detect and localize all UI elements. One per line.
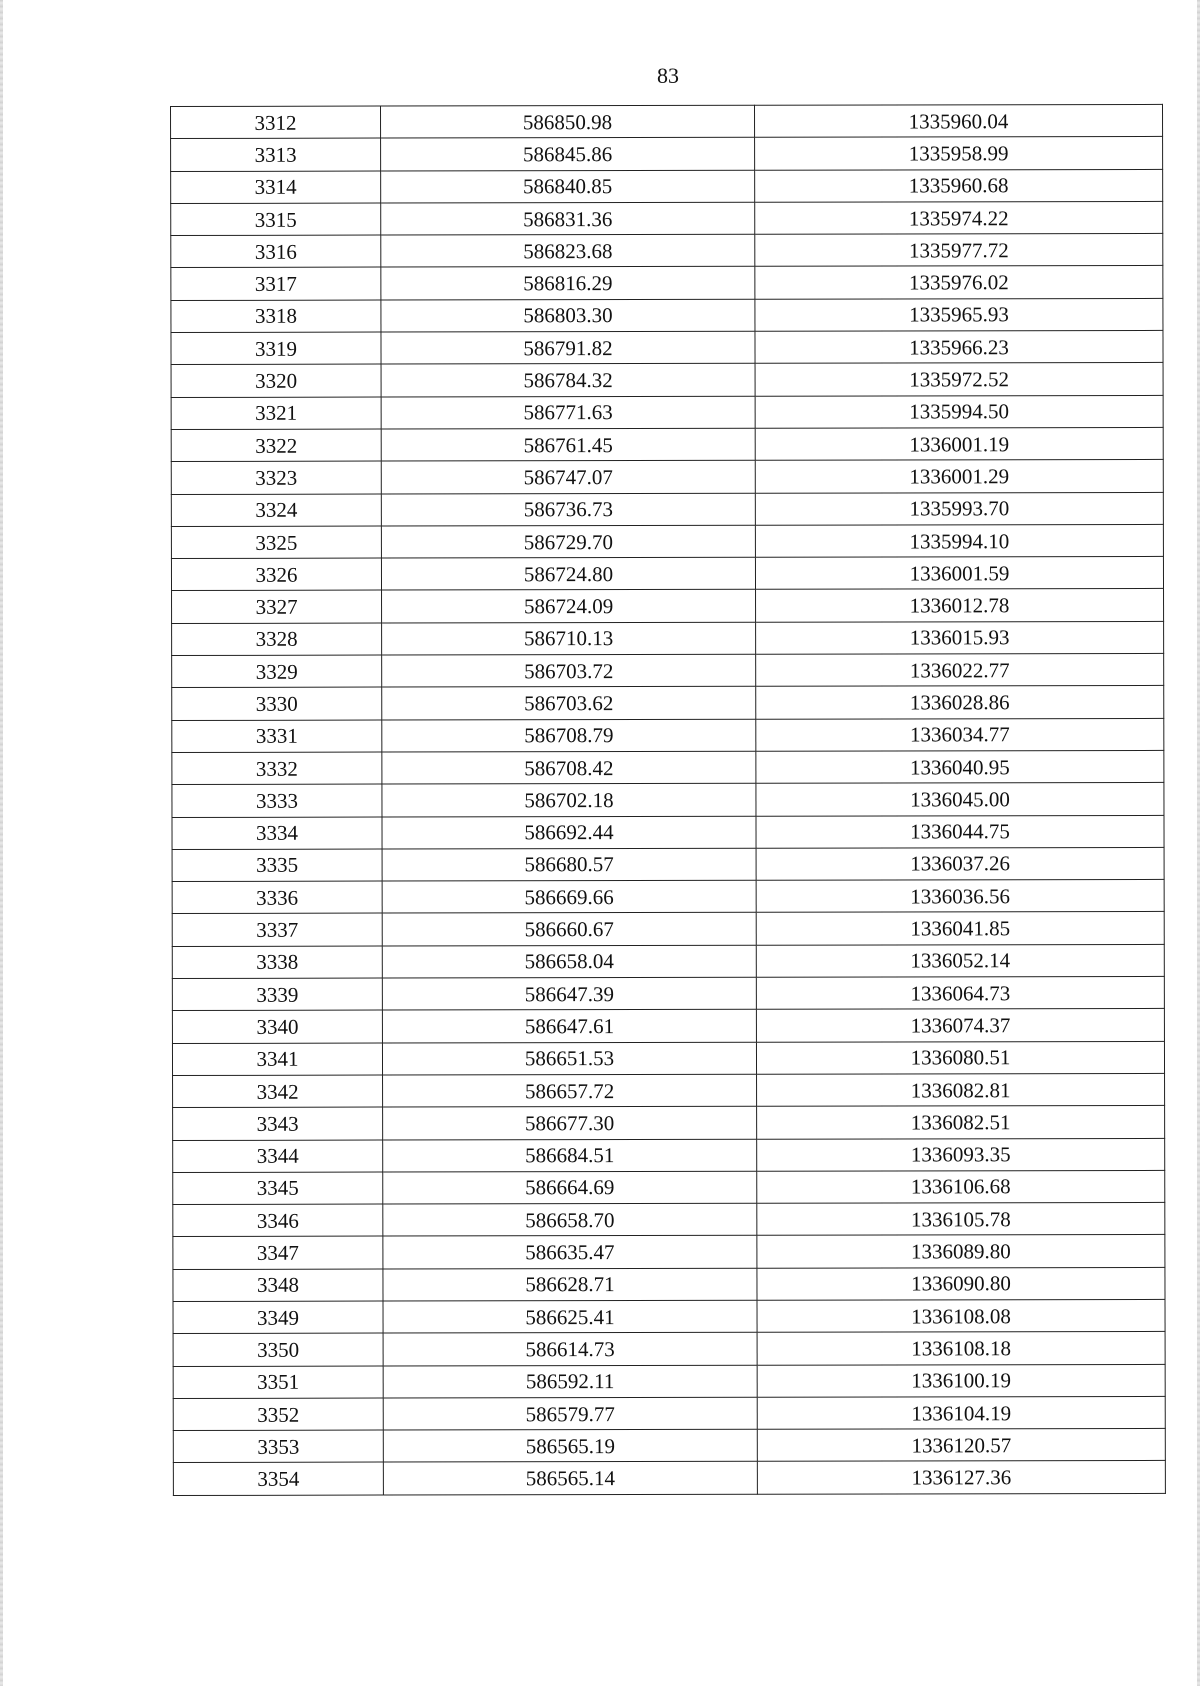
point-number-cell: 3336 bbox=[172, 881, 382, 914]
page-number: 83 bbox=[657, 63, 679, 88]
table-row bbox=[173, 1364, 1165, 1398]
x-coordinate-cell: 586647.61 bbox=[382, 1010, 756, 1043]
table-row bbox=[172, 976, 1164, 1010]
point-number-cell: 3344 bbox=[173, 1140, 383, 1173]
table-row bbox=[172, 815, 1164, 849]
x-coordinate-cell: 586702.18 bbox=[382, 784, 756, 817]
x-coordinate-cell: 586736.73 bbox=[381, 493, 755, 526]
x-coordinate-cell: 586803.30 bbox=[381, 299, 755, 332]
point-number-cell: 3314 bbox=[171, 171, 381, 204]
coordinate-table-body bbox=[171, 104, 1166, 1495]
table-row bbox=[172, 653, 1164, 687]
y-coordinate-cell: 1336045.00 bbox=[756, 783, 1164, 816]
table-row bbox=[172, 686, 1164, 720]
table-row bbox=[171, 137, 1163, 171]
x-coordinate-cell: 586708.79 bbox=[382, 719, 756, 752]
y-coordinate-cell: 1336089.80 bbox=[757, 1235, 1165, 1268]
x-coordinate-cell: 586724.09 bbox=[382, 590, 756, 623]
point-number-cell: 3318 bbox=[171, 300, 381, 333]
y-coordinate-cell: 1336090.80 bbox=[757, 1267, 1165, 1300]
y-coordinate-cell: 1336120.57 bbox=[757, 1429, 1165, 1462]
y-coordinate-cell: 1335960.68 bbox=[755, 169, 1163, 202]
x-coordinate-cell: 586625.41 bbox=[383, 1300, 757, 1333]
table-row bbox=[171, 266, 1163, 300]
x-coordinate-cell: 586761.45 bbox=[381, 428, 755, 461]
point-number-cell: 3338 bbox=[172, 946, 382, 979]
table-row bbox=[173, 1203, 1165, 1237]
table-row bbox=[173, 1461, 1165, 1495]
x-coordinate-cell: 586565.19 bbox=[383, 1429, 757, 1462]
point-number-cell: 3327 bbox=[172, 591, 382, 624]
y-coordinate-cell: 1335966.23 bbox=[755, 330, 1163, 363]
table-row bbox=[173, 1073, 1165, 1107]
table-row bbox=[171, 395, 1163, 429]
y-coordinate-cell: 1335976.02 bbox=[755, 266, 1163, 299]
table-row bbox=[172, 589, 1164, 623]
x-coordinate-cell: 586703.62 bbox=[382, 687, 756, 720]
table-row bbox=[173, 1235, 1165, 1269]
table-row bbox=[172, 880, 1164, 914]
x-coordinate-cell: 586692.44 bbox=[382, 816, 756, 849]
table-row bbox=[173, 1267, 1165, 1301]
y-coordinate-cell: 1336012.78 bbox=[756, 589, 1164, 622]
point-number-cell: 3343 bbox=[173, 1107, 383, 1140]
table-row bbox=[173, 1138, 1165, 1172]
point-number-cell: 3349 bbox=[173, 1301, 383, 1334]
y-coordinate-cell: 1335994.50 bbox=[755, 395, 1163, 428]
y-coordinate-cell: 1336001.59 bbox=[755, 557, 1163, 590]
x-coordinate-cell: 586635.47 bbox=[383, 1236, 757, 1269]
y-coordinate-cell: 1336041.85 bbox=[756, 912, 1164, 945]
table-row bbox=[171, 427, 1163, 461]
point-number-cell: 3334 bbox=[172, 817, 382, 850]
table-row bbox=[171, 234, 1163, 268]
point-number-cell: 3353 bbox=[173, 1430, 383, 1463]
y-coordinate-cell: 1336082.51 bbox=[757, 1106, 1165, 1139]
x-coordinate-cell: 586831.36 bbox=[381, 202, 755, 235]
y-coordinate-cell: 1336093.35 bbox=[757, 1138, 1165, 1171]
x-coordinate-cell: 586657.72 bbox=[383, 1074, 757, 1107]
table-row bbox=[171, 524, 1163, 558]
table-row bbox=[171, 330, 1163, 364]
y-coordinate-cell: 1336127.36 bbox=[757, 1461, 1165, 1494]
y-coordinate-cell: 1336080.51 bbox=[756, 1041, 1164, 1074]
y-coordinate-cell: 1336028.86 bbox=[756, 686, 1164, 719]
point-number-cell: 3328 bbox=[172, 623, 382, 656]
x-coordinate-cell: 586647.39 bbox=[382, 977, 756, 1010]
x-coordinate-cell: 586684.51 bbox=[383, 1139, 757, 1172]
y-coordinate-cell: 1336106.68 bbox=[757, 1170, 1165, 1203]
point-number-cell: 3313 bbox=[171, 138, 381, 171]
x-coordinate-cell: 586850.98 bbox=[381, 105, 755, 138]
x-coordinate-cell: 586614.73 bbox=[383, 1333, 757, 1366]
y-coordinate-cell: 1336044.75 bbox=[756, 815, 1164, 848]
table-row bbox=[171, 201, 1163, 235]
point-number-cell: 3322 bbox=[171, 429, 381, 462]
x-coordinate-cell: 586660.67 bbox=[382, 913, 756, 946]
x-coordinate-cell: 586703.72 bbox=[382, 654, 756, 687]
table-row bbox=[172, 783, 1164, 817]
y-coordinate-cell: 1336036.56 bbox=[756, 880, 1164, 913]
y-coordinate-cell: 1336040.95 bbox=[756, 750, 1164, 783]
scan-edge-left bbox=[0, 0, 3, 1686]
table-row bbox=[172, 1041, 1164, 1075]
x-coordinate-cell: 586565.14 bbox=[383, 1462, 757, 1495]
x-coordinate-cell: 586592.11 bbox=[383, 1365, 757, 1398]
x-coordinate-cell: 586729.70 bbox=[381, 525, 755, 558]
y-coordinate-cell: 1336037.26 bbox=[756, 847, 1164, 880]
x-coordinate-cell: 586771.63 bbox=[381, 396, 755, 429]
y-coordinate-cell: 1335974.22 bbox=[755, 201, 1163, 234]
point-number-cell: 3330 bbox=[172, 687, 382, 720]
point-number-cell: 3337 bbox=[172, 913, 382, 946]
point-number-cell: 3326 bbox=[171, 558, 381, 591]
point-number-cell: 3354 bbox=[173, 1463, 383, 1496]
x-coordinate-cell: 586677.30 bbox=[383, 1106, 757, 1139]
y-coordinate-cell: 1335977.72 bbox=[755, 234, 1163, 267]
table-row bbox=[172, 750, 1164, 784]
point-number-cell: 3323 bbox=[171, 461, 381, 494]
x-coordinate-cell: 586784.32 bbox=[381, 364, 755, 397]
x-coordinate-cell: 586651.53 bbox=[382, 1042, 756, 1075]
x-coordinate-cell: 586845.86 bbox=[381, 138, 755, 171]
point-number-cell: 3341 bbox=[172, 1043, 382, 1076]
table-row bbox=[171, 460, 1163, 494]
coordinate-table bbox=[170, 104, 1166, 1496]
table-row bbox=[173, 1396, 1165, 1430]
point-number-cell: 3333 bbox=[172, 784, 382, 817]
point-number-cell: 3350 bbox=[173, 1333, 383, 1366]
x-coordinate-cell: 586579.77 bbox=[383, 1397, 757, 1430]
table-row bbox=[171, 169, 1163, 203]
point-number-cell: 3339 bbox=[172, 978, 382, 1011]
point-number-cell: 3335 bbox=[172, 849, 382, 882]
y-coordinate-cell: 1335972.52 bbox=[755, 363, 1163, 396]
point-number-cell: 3319 bbox=[171, 332, 381, 365]
y-coordinate-cell: 1335965.93 bbox=[755, 298, 1163, 331]
x-coordinate-cell: 586823.68 bbox=[381, 234, 755, 267]
table-row bbox=[171, 492, 1163, 526]
point-number-cell: 3351 bbox=[173, 1366, 383, 1399]
point-number-cell: 3321 bbox=[171, 397, 381, 430]
point-number-cell: 3315 bbox=[171, 203, 381, 236]
y-coordinate-cell: 1336108.08 bbox=[757, 1299, 1165, 1332]
y-coordinate-cell: 1336082.81 bbox=[757, 1073, 1165, 1106]
table-row bbox=[172, 912, 1164, 946]
y-coordinate-cell: 1336100.19 bbox=[757, 1364, 1165, 1397]
table-row bbox=[171, 104, 1163, 138]
x-coordinate-cell: 586816.29 bbox=[381, 267, 755, 300]
y-coordinate-cell: 1335993.70 bbox=[755, 492, 1163, 525]
y-coordinate-cell: 1336108.18 bbox=[757, 1332, 1165, 1365]
table-row bbox=[173, 1299, 1165, 1333]
y-coordinate-cell: 1336074.37 bbox=[756, 1009, 1164, 1042]
y-coordinate-cell: 1336022.77 bbox=[756, 653, 1164, 686]
y-coordinate-cell: 1336001.19 bbox=[755, 427, 1163, 460]
y-coordinate-cell: 1335960.04 bbox=[754, 104, 1162, 137]
x-coordinate-cell: 586710.13 bbox=[382, 622, 756, 655]
table-row bbox=[171, 363, 1163, 397]
y-coordinate-cell: 1336052.14 bbox=[756, 944, 1164, 977]
point-number-cell: 3348 bbox=[173, 1269, 383, 1302]
point-number-cell: 3340 bbox=[172, 1010, 382, 1043]
point-number-cell: 3317 bbox=[171, 268, 381, 301]
x-coordinate-cell: 586840.85 bbox=[381, 170, 755, 203]
point-number-cell: 3342 bbox=[173, 1075, 383, 1108]
point-number-cell: 3316 bbox=[171, 235, 381, 268]
point-number-cell: 3329 bbox=[172, 655, 382, 688]
point-number-cell: 3346 bbox=[173, 1204, 383, 1237]
table-row bbox=[173, 1429, 1165, 1463]
x-coordinate-cell: 586708.42 bbox=[382, 751, 756, 784]
point-number-cell: 3352 bbox=[173, 1398, 383, 1431]
y-coordinate-cell: 1335994.10 bbox=[755, 524, 1163, 557]
point-number-cell: 3325 bbox=[171, 526, 381, 559]
x-coordinate-cell: 586628.71 bbox=[383, 1268, 757, 1301]
y-coordinate-cell: 1336034.77 bbox=[756, 718, 1164, 751]
y-coordinate-cell: 1336064.73 bbox=[756, 976, 1164, 1009]
y-coordinate-cell: 1336105.78 bbox=[757, 1203, 1165, 1236]
x-coordinate-cell: 586724.80 bbox=[381, 557, 755, 590]
x-coordinate-cell: 586680.57 bbox=[382, 848, 756, 881]
y-coordinate-cell: 1336104.19 bbox=[757, 1396, 1165, 1429]
table-row bbox=[173, 1170, 1165, 1204]
x-coordinate-cell: 586664.69 bbox=[383, 1171, 757, 1204]
table-row bbox=[173, 1106, 1165, 1140]
x-coordinate-cell: 586658.04 bbox=[382, 945, 756, 978]
point-number-cell: 3345 bbox=[173, 1172, 383, 1205]
point-number-cell: 3320 bbox=[171, 364, 381, 397]
table-row bbox=[171, 557, 1163, 591]
table-row bbox=[172, 944, 1164, 978]
table-row bbox=[171, 298, 1163, 332]
point-number-cell: 3347 bbox=[173, 1236, 383, 1269]
x-coordinate-cell: 586658.70 bbox=[383, 1203, 757, 1236]
table-row bbox=[172, 1009, 1164, 1043]
x-coordinate-cell: 586791.82 bbox=[381, 331, 755, 364]
x-coordinate-cell: 586747.07 bbox=[381, 461, 755, 494]
x-coordinate-cell: 586669.66 bbox=[382, 880, 756, 913]
table-row bbox=[172, 621, 1164, 655]
table-row bbox=[172, 847, 1164, 881]
y-coordinate-cell: 1335958.99 bbox=[755, 137, 1163, 170]
table-row bbox=[173, 1332, 1165, 1366]
point-number-cell: 3331 bbox=[172, 720, 382, 753]
table-row bbox=[172, 718, 1164, 752]
point-number-cell: 3332 bbox=[172, 752, 382, 785]
point-number-cell: 3324 bbox=[171, 494, 381, 527]
y-coordinate-cell: 1336015.93 bbox=[756, 621, 1164, 654]
y-coordinate-cell: 1336001.29 bbox=[755, 460, 1163, 493]
point-number-cell: 3312 bbox=[171, 106, 381, 139]
